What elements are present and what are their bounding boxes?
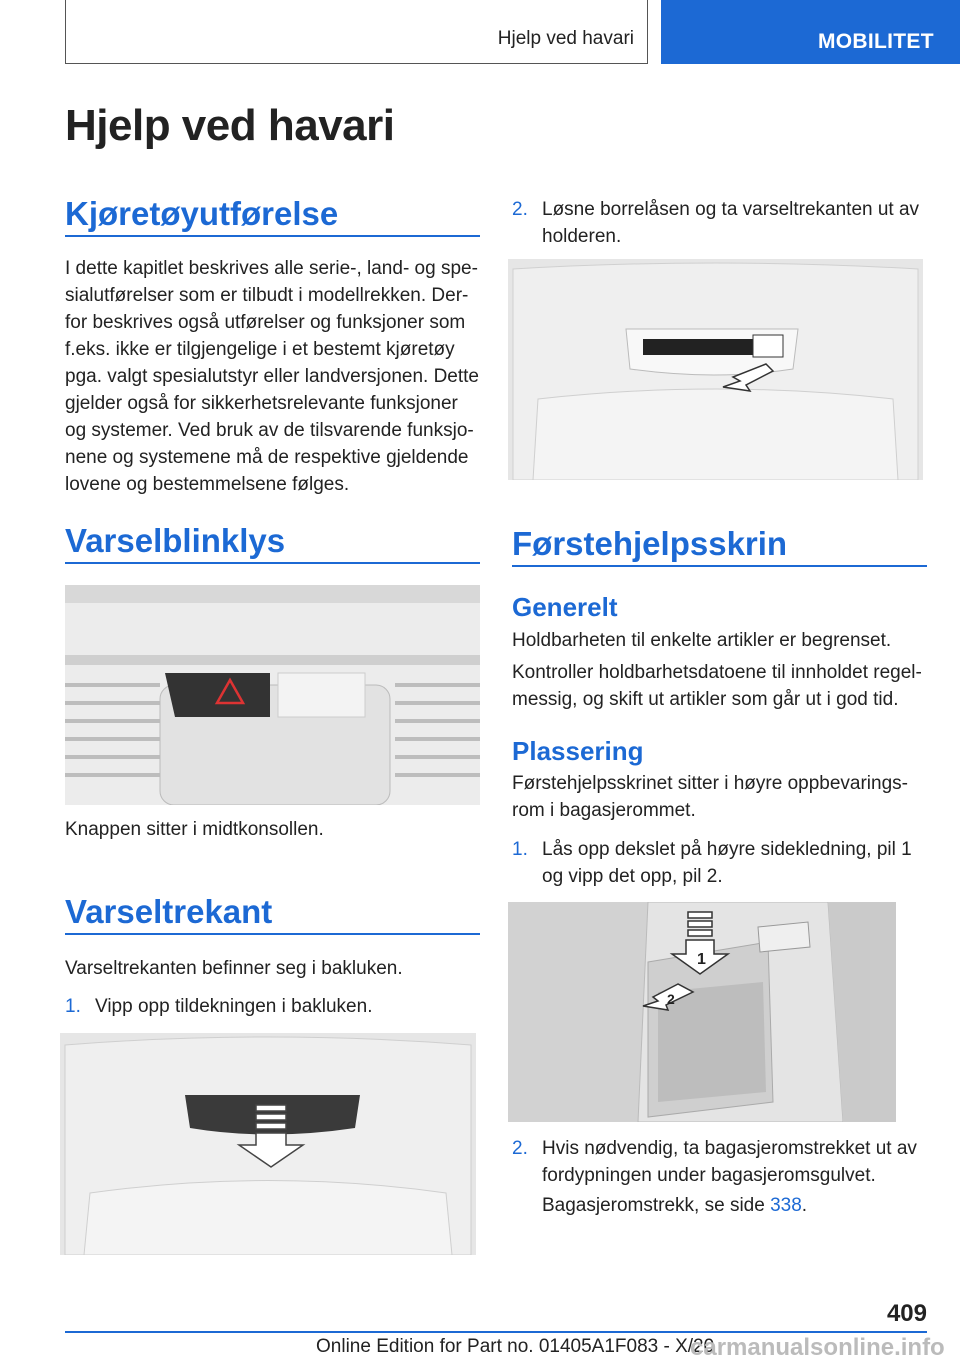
text-line: Førstehjelpsskrinet sitter i høyre oppbevarings- — [512, 773, 908, 794]
text-line: holderen. — [542, 226, 622, 247]
heading-first-aid-kit: Førstehjelpsskrin — [512, 525, 788, 562]
heading-hazard-lights: Varselblinklys — [65, 522, 286, 559]
heading-rule — [65, 562, 480, 564]
step-item — [512, 196, 932, 250]
cross-reference-end: . — [801, 1195, 808, 1216]
step-text — [512, 196, 932, 250]
vehicle-equipment-paragraph — [65, 255, 485, 498]
step-number: 1. — [65, 996, 81, 1017]
triangle-holder-illustration — [508, 259, 923, 480]
heading-rule — [65, 933, 480, 935]
general-paragraph-1: Holdbarheten til enkelte artikler er begrenset. — [512, 630, 892, 651]
watermark: carmanualsonline.info — [690, 1334, 945, 1361]
step-text: Vipp opp tildekningen i bakluken. — [95, 996, 373, 1017]
step-number: 2. — [512, 1138, 528, 1159]
subheading-location: Plassering — [512, 736, 644, 766]
step-text — [512, 836, 932, 890]
step-item — [65, 993, 485, 1020]
footer-rule — [65, 1331, 927, 1333]
text-line: rom i bagasjerommet. — [512, 800, 696, 821]
warning-triangle-intro: Varseltrekanten befinner seg i bakluken. — [65, 958, 403, 979]
hazard-caption: Knappen sitter i midtkonsollen. — [65, 819, 324, 840]
page-number: 409 — [886, 1300, 927, 1327]
hazard-button-illustration — [65, 585, 480, 805]
text-line: f.eks. ikke er tilgjengelige i et bestemt kjøretøy — [65, 339, 455, 360]
text-line: I dette kapitlet beskrives alle serie-, land- og spe- — [65, 258, 478, 279]
heading-vehicle-equipment: Kjøretøyutførelse — [65, 195, 339, 232]
arrow-label-1: 1 — [697, 951, 706, 968]
location-paragraph — [512, 770, 932, 824]
trunk-side-panel-illustration — [508, 902, 896, 1122]
text-line: gjelder også for sikkerhetsrelevante funksjoner — [65, 393, 458, 414]
header-chapter-tab[interactable]: MOBILITET — [661, 0, 960, 64]
step-number: 2. — [512, 199, 528, 220]
text-line: Løsne borrelåsen og ta varseltrekanten ut av — [542, 199, 920, 220]
arrow-label-2: 2 — [667, 991, 675, 1007]
text-line: Kontroller holdbarhetsdatoene til innholdet regel- — [512, 662, 922, 683]
text-line: for beskrives også utførelser og funksjoner som — [65, 312, 466, 333]
cross-reference — [542, 1192, 807, 1219]
text-line: messig, og skift ut artikler som går ut i god tid. — [512, 689, 899, 710]
heading-rule — [65, 235, 480, 237]
page-title: Hjelp ved havari — [65, 101, 395, 150]
text-line: lovene og bestemmelsene følges. — [65, 474, 350, 495]
general-paragraph-2 — [512, 659, 932, 713]
text-line: pga. valgt spesialutstyr eller landversjonen. Dette — [65, 366, 480, 387]
page-reference-link[interactable]: 338 — [770, 1195, 802, 1216]
text-line: Hvis nødvendig, ta bagasjeromstrekket ut av — [542, 1138, 917, 1159]
step-number: 1. — [512, 839, 528, 860]
tailgate-cover-illustration — [60, 1033, 476, 1255]
heading-rule — [512, 565, 927, 567]
subheading-general: Generelt — [512, 592, 618, 622]
text-line: og systemer. Ved bruk av de tilsvarende funksjo- — [65, 420, 474, 441]
edition-text: Online Edition for Part no. 01405A1F083 - X/20 — [316, 1336, 715, 1357]
header-section-title: Hjelp ved havari — [497, 28, 634, 49]
cross-reference-text: Bagasjeromstrekk, se side — [542, 1195, 771, 1216]
step-text — [512, 1135, 932, 1189]
text-line: og vipp det opp, pil 2. — [542, 866, 723, 887]
step-item — [512, 836, 932, 890]
text-line: sialutførelser som er tilbudt i modellrekken. Der- — [65, 285, 469, 306]
heading-warning-triangle: Varseltrekant — [65, 893, 273, 930]
text-line: fordypningen under bagasjeromsgulvet. — [542, 1165, 876, 1186]
text-line: Lås opp dekslet på høyre sidekledning, pil 1 — [542, 839, 912, 860]
step-item — [512, 1135, 932, 1189]
text-line: nene og systemene må de respektive gjeldende — [65, 447, 469, 468]
